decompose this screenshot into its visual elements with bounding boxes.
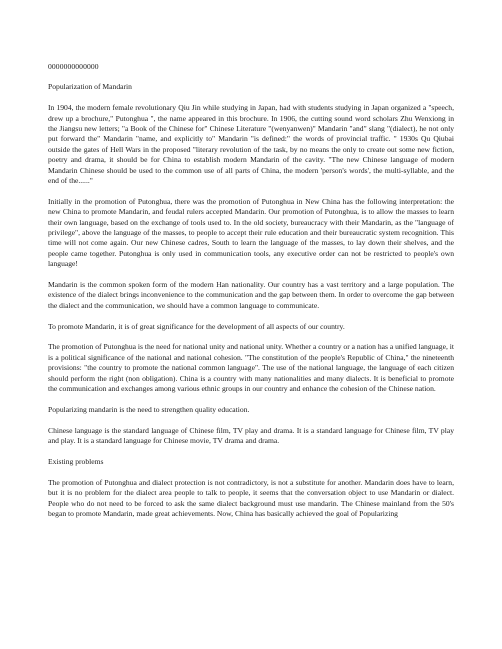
paragraph-dialect-protection: The promotion of Putonghua and dialect protection is not contradictory, is not a substitute for another. Mandarin does have to learn, but it is no problem for the dialect area people to talk to people, it seems that the conversation object to use Mandarin or dialect. People who do not need to be forced to ask the same dialect background must use mandarin. The Chinese mainland from the 50's began to promote Mandarin, made great achievements. Now, China has basically achieved the goal of Popularizing xyxy=(48,477,454,518)
section-heading-problems: Existing problems xyxy=(48,456,104,466)
paragraph-initial-promotion: Initially in the promotion of Putonghua, there was the promotion of Putonghua in New China has the following interpretation: the new China to promote Mandarin, and feudal rulers accepted Mandarin. Our promotion of Putonghua, is to allow the masses to learn their own language, based on the exchange of tools used to. In the old society, bureaucracy with their Mandarin, as the "language of privilege", above the language of the masses, to people to accept their rule education and their bureaucratic system recognition. This time will not come again. Our new Chinese cadres, South to learn the language of the masses, to lay down their shelves, and the people came together. Putonghua is only used in communication tools, any executive order can not be restricted to people's own language! xyxy=(48,196,454,269)
paragraph-national-unity: The promotion of Putonghua is the need for national unity and national unity. Whether a country or a nation has a unified language, it is a political significance of the national and national cohesion. "The constitution of the people's Republic of China," the nineteenth provisions: "the country to promote the national common language". The use of the national language, the language of each citizen should perform the right (non obligation). China is a country with many nationalities and many dialects. It is beneficial to promote the communication and exchanges among various ethnic groups in our country and enhance the cohesion of the Chinese nation. xyxy=(48,342,454,394)
document-title: Popularization of Mandarin xyxy=(48,82,132,92)
paragraph-significance: To promote Mandarin, it is of great significance for the development of all aspects of our country. xyxy=(48,321,345,331)
paragraph-quality-education: Popularizing mandarin is the need to strengthen quality education. xyxy=(48,404,250,414)
paragraph-history: In 1904, the modern female revolutionary Qiu Jin while studying in Japan, had with students studying in Japan organized a "speech, drew up a brochure," Putonghua ", the name appeared in this brochure. In 1906, the cutting sound word scholars Zhu Wenxiong in the Jiangsu new letters; "a Book of the Chinese for" Chinese Literature "(wenyanwen)" Mandarin "and" slang "(dialect), he not only put forward the" Mandarin "name, and explicitly to" Mandarin "is defined:" the words of provincial traffic. " 1930s Qu Qiubai outside the gates of Hell Wars in the proposed "literary revolution of the task, by no means the only to create out some new fiction, poetry and drama, it should be for China to establish modern Mandarin of the cavity. "The new Chinese language of modern Mandarin Chinese should be used to the common use of all parts of China, the modern 'person's words', the multi-syllable, and the end of the......" xyxy=(48,103,454,186)
paragraph-definition: Mandarin is the common spoken form of the modern Han nationality. Our country has a vast territory and a large population. The existence of the dialect brings inconvenience to the communication and the gap between them. In order to overcome the gap between the dialect and the communication, we should have a common language to communicate. xyxy=(48,280,454,310)
document-code: 0000000000000 xyxy=(48,62,99,71)
document-page xyxy=(48,62,454,530)
paragraph-standard-language: Chinese language is the standard language of Chinese film, TV play and drama. It is a standard language for Chinese film, TV play and play. It is a standard language for Chinese movie, TV drama and drama. xyxy=(48,425,454,446)
